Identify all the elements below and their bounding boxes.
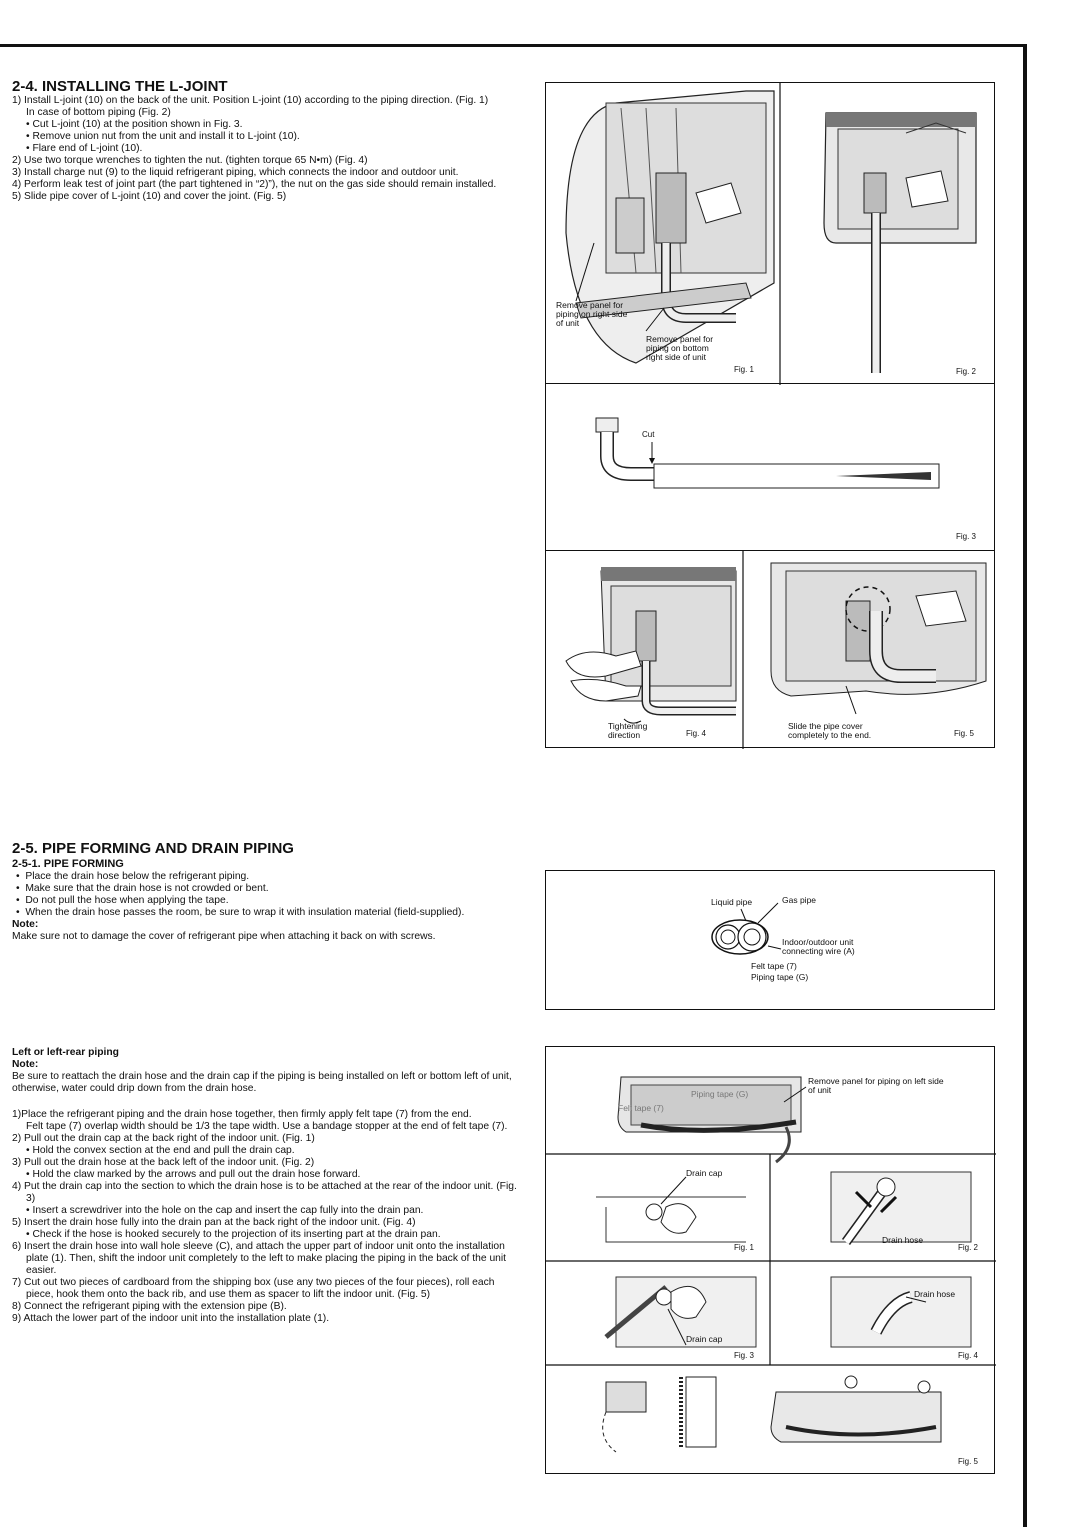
fig1-label: Fig. 1 [734,365,755,374]
step-3: 3) Install charge nut (9) to the liquid refrigerant piping, which connects the indoor and outdoor unit. [12,167,459,178]
top-rule [0,44,1027,47]
step-4: 4) Perform leak test of joint part (the part tightened in “2)”), the nut on the gas side should remain installed. [12,179,497,190]
left-fig1-label: Fig. 1 [734,1243,755,1252]
left-piping-title: Left or left-rear piping [12,1047,119,1058]
felt-tape-label: Felt tape (7) [751,961,797,971]
lstep-5b: • Check if the hose is hooked securely to the projection of its inserting part at the drain pan. [26,1229,441,1240]
lstep-8: 8) Connect the refrigerant piping with the extension pipe (B). [12,1301,287,1312]
section-title-2-5: 2-5. PIPE FORMING AND DRAIN PIPING [12,840,294,857]
step-1a: In case of bottom piping (Fig. 2) [26,107,171,118]
lstep-1: 1)Place the refrigerant piping and the drain hose together, then firmly apply felt tape (7) from the end. [12,1109,472,1120]
drain-cap-label-2: Drain cap [686,1334,723,1344]
bullet-1: • Place the drain hose below the refrigerant piping. [16,871,250,882]
lstep-3b: • Hold the claw marked by the arrows and pull out the drain hose forward. [26,1169,361,1180]
section-title-2-4: 2-4. INSTALLING THE L-JOINT [12,78,228,95]
section-2-5 [12,840,520,943]
liquid-pipe-label: Liquid pipe [711,897,753,907]
step-1d: • Flare end of L-joint (10). [26,143,143,154]
step-5: 5) Slide pipe cover of L-joint (10) and cover the joint. (Fig. 5) [12,191,287,202]
fig5-label: Fig. 5 [954,729,975,738]
left-piping-section [12,1047,520,1325]
drain-hose-label-2: Drain hose [914,1289,956,1299]
fig4-caption: Tightening direction [608,721,648,740]
tightening-illustration [546,551,996,749]
step-1: 1) Install L-joint (10) on the back of the unit. Position L-joint (10) according to the piping direction. (Fig. 1) [12,95,489,106]
left-piping-tape-label: Piping tape (G) [691,1089,749,1099]
fig1-caption-right: Remove panel for piping on right side of unit [556,300,628,328]
step-1b: • Cut L-joint (10) at the position shown in Fig. 3. [26,119,243,130]
fig1-caption-bottom: Remove panel for piping on bottom right side of unit [646,334,714,362]
fig2-label: Fig. 2 [956,367,977,376]
lstep-3: 3) Pull out the drain hose at the back left of the indoor unit. (Fig. 2) [12,1157,315,1168]
lstep-6: 6) Insert the drain hose into wall hole sleeve (C), and attach the upper part of indoor unit onto the installation plate (1). Then, shift the indoor unit completely to the left to make placing the piping in the back of the unit easier. [12,1241,507,1276]
lstep-9: 9) Attach the lower part of the indoor unit into the installation plate (1). [12,1313,330,1324]
note-text: Make sure not to damage the cover of refrigerant pipe when attaching it back on with screws. [12,931,436,942]
figure-box-pipe-bundle [545,870,995,1010]
left-fig2-label: Fig. 2 [958,1243,979,1252]
left-fig5-label: Fig. 5 [958,1457,979,1466]
lstep-4: 4) Put the drain cap into the section to which the drain hose is to be attached at the rear of the indoor unit. (Fig. 3) [12,1181,517,1204]
gas-pipe-label: Gas pipe [782,895,817,905]
right-rule [1023,44,1027,1527]
left-fig4-label: Fig. 4 [958,1351,979,1360]
left-felt-tape-label: Felt tape (7) [618,1103,664,1113]
lstep-2b: • Hold the convex section at the end and pull the drain cap. [26,1145,295,1156]
figure-box-4-5 [545,550,995,748]
bullet-3: • Do not pull the hose when applying the tape. [16,895,229,906]
note2-text: Be sure to reattach the drain hose and the drain cap if the piping is being installed on left or bottom left of unit, otherwise, water could drip down from the drain hose. [12,1071,512,1094]
wire-label: Indoor/outdoor unit connecting wire (A) [782,937,855,956]
drain-hose-label: Drain hose [882,1235,924,1245]
figure-box-left-piping [545,1046,995,1474]
subsection-title: 2-5-1. PIPE FORMING [12,858,124,870]
lstep-2: 2) Pull out the drain cap at the back right of the indoor unit. (Fig. 1) [12,1133,315,1144]
bullet-2: • Make sure that the drain hose is not crowded or bent. [16,883,269,894]
left-fig3-label: Fig. 3 [734,1351,755,1360]
fig5-caption: Slide the pipe cover completely to the end. [788,721,872,740]
lstep-4b: • Insert a screwdriver into the hole on the cap and insert the cap fully into the drain pan. [26,1205,424,1216]
figure-box-1-2 [545,82,995,384]
section-2-4 [12,78,520,203]
note2-label: Note: [12,1059,39,1070]
lstep-1b: Felt tape (7) overlap width should be 1/3 the tape width. Use a bandage stopper at the end of felt tape (7). [26,1121,508,1132]
lstep-7: 7) Cut out two pieces of cardboard from the shipping box (use any two pieces of the four pieces), roll each piece, hook them onto the back rib, and use them as spacer to lift the indoor unit. (Fig. 5) [12,1277,495,1300]
step-1c: • Remove union nut from the unit and install it to L-joint (10). [26,131,300,142]
unit-piping-illustration [546,83,996,385]
note-label: Note: [12,919,39,930]
left-piping-illustration [546,1047,996,1475]
l-joint-cut-illustration [546,384,996,552]
bullet-4: • When the drain hose passes the room, be sure to wrap it with insulation material (field-supplied). [16,907,465,918]
lstep-5: 5) Insert the drain hose fully into the drain pan at the back right of the indoor unit. (Fig. 4) [12,1217,416,1228]
drain-cap-label: Drain cap [686,1168,723,1178]
fig4-label: Fig. 4 [686,729,707,738]
cut-label: Cut [642,430,655,439]
fig3-label: Fig. 3 [956,532,977,541]
left-remove-panel-label: Remove panel for piping on left side of unit [808,1076,944,1095]
pipe-bundle-illustration [546,871,996,1011]
figure-box-3 [545,383,995,551]
step-2: 2) Use two torque wrenches to tighten the nut. (tighten torque 65 N•m) (Fig. 4) [12,155,368,166]
piping-tape-label: Piping tape (G) [751,972,809,982]
